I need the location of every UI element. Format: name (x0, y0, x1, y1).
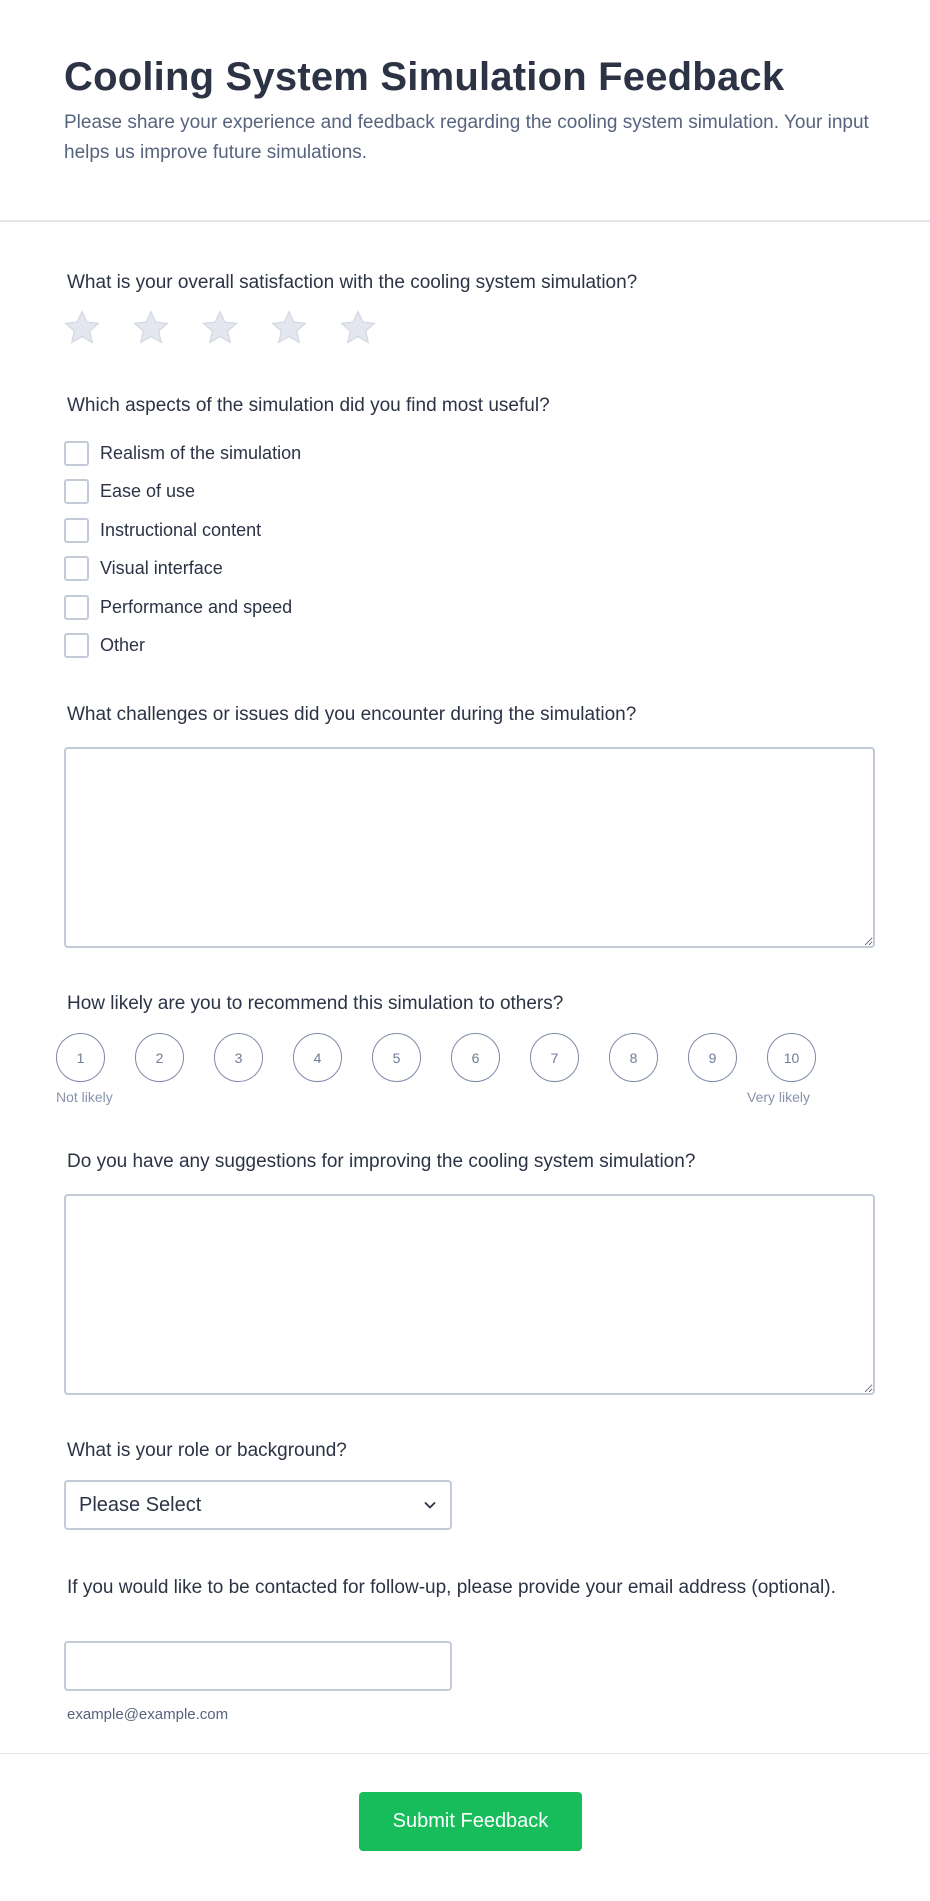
form-footer (0, 1753, 930, 1901)
recommend-question-label: How likely are you to recommend this simulation to others? (67, 993, 564, 1014)
checkbox[interactable] (64, 556, 89, 581)
star-3-icon[interactable] (200, 308, 240, 348)
checkbox[interactable] (64, 479, 89, 504)
aspect-option-other[interactable] (64, 627, 301, 666)
satisfaction-question-label: What is your overall satisfaction with the cooling system simulation? (67, 272, 638, 293)
challenges-textarea[interactable] (64, 747, 875, 948)
aspect-option-performance[interactable] (64, 588, 301, 627)
scale-option-6[interactable]: 6 (451, 1033, 500, 1082)
checkbox[interactable] (64, 595, 89, 620)
scale-max-label: Very likely (747, 1089, 811, 1105)
checkbox-label: Ease of use (100, 481, 196, 502)
scale-option-2[interactable]: 2 (135, 1033, 184, 1082)
role-select[interactable] (64, 1480, 452, 1530)
aspect-option-instructional[interactable] (64, 511, 301, 550)
email-question-label: If you would like to be contacted for follow-up, please provide your email address (optional). (67, 1577, 836, 1598)
checkbox-label: Other (100, 635, 146, 656)
role-select-value: Please Select (79, 1493, 202, 1516)
aspects-question-label: Which aspects of the simulation did you find most useful? (67, 395, 550, 416)
star-rating (62, 308, 378, 348)
aspect-option-ease-of-use[interactable] (64, 473, 301, 512)
checkbox-label: Instructional content (100, 519, 262, 540)
challenges-question-label: What challenges or issues did you encounter during the simulation? (67, 704, 637, 725)
checkbox-label: Visual interface (100, 558, 223, 579)
aspect-option-realism[interactable] (64, 434, 301, 473)
checkbox[interactable] (64, 633, 89, 658)
checkbox-label: Realism of the simulation (100, 442, 302, 463)
email-field[interactable] (64, 1641, 452, 1691)
star-5-icon[interactable] (338, 308, 378, 348)
scale-option-8[interactable]: 8 (609, 1033, 658, 1082)
page-subtitle: Please share your experience and feedback regarding the cooling system simulation. Your input helps us improve future simulations. (64, 112, 869, 163)
form-header (0, 0, 930, 222)
scale-option-10[interactable]: 10 (767, 1033, 816, 1082)
checkbox[interactable] (64, 441, 89, 466)
page-title: Cooling System Simulation Feedback (64, 55, 785, 99)
suggestions-question-label: Do you have any suggestions for improving the cooling system simulation? (67, 1151, 696, 1172)
submit-button[interactable]: Submit Feedback (359, 1792, 582, 1851)
checkbox[interactable] (64, 518, 89, 543)
scale-option-4[interactable]: 4 (293, 1033, 342, 1082)
scale-min-label: Not likely (56, 1089, 113, 1105)
aspect-option-visual[interactable] (64, 550, 301, 589)
chevron-down-icon (422, 1497, 438, 1513)
checkbox-label: Performance and speed (100, 596, 293, 617)
scale-option-7[interactable]: 7 (530, 1033, 579, 1082)
scale-option-1[interactable]: 1 (56, 1033, 105, 1082)
feedback-form (0, 222, 930, 1832)
scale-option-9[interactable]: 9 (688, 1033, 737, 1082)
star-1-icon[interactable] (62, 308, 102, 348)
star-2-icon[interactable] (131, 308, 171, 348)
star-4-icon[interactable] (269, 308, 309, 348)
scale-option-3[interactable]: 3 (214, 1033, 263, 1082)
scale-option-5[interactable]: 5 (372, 1033, 421, 1082)
recommend-scale (56, 1033, 816, 1082)
suggestions-textarea[interactable] (64, 1194, 875, 1395)
email-sublabel: example@example.com (67, 1706, 229, 1723)
role-question-label: What is your role or background? (67, 1440, 347, 1461)
aspects-checkbox-list (64, 434, 301, 665)
